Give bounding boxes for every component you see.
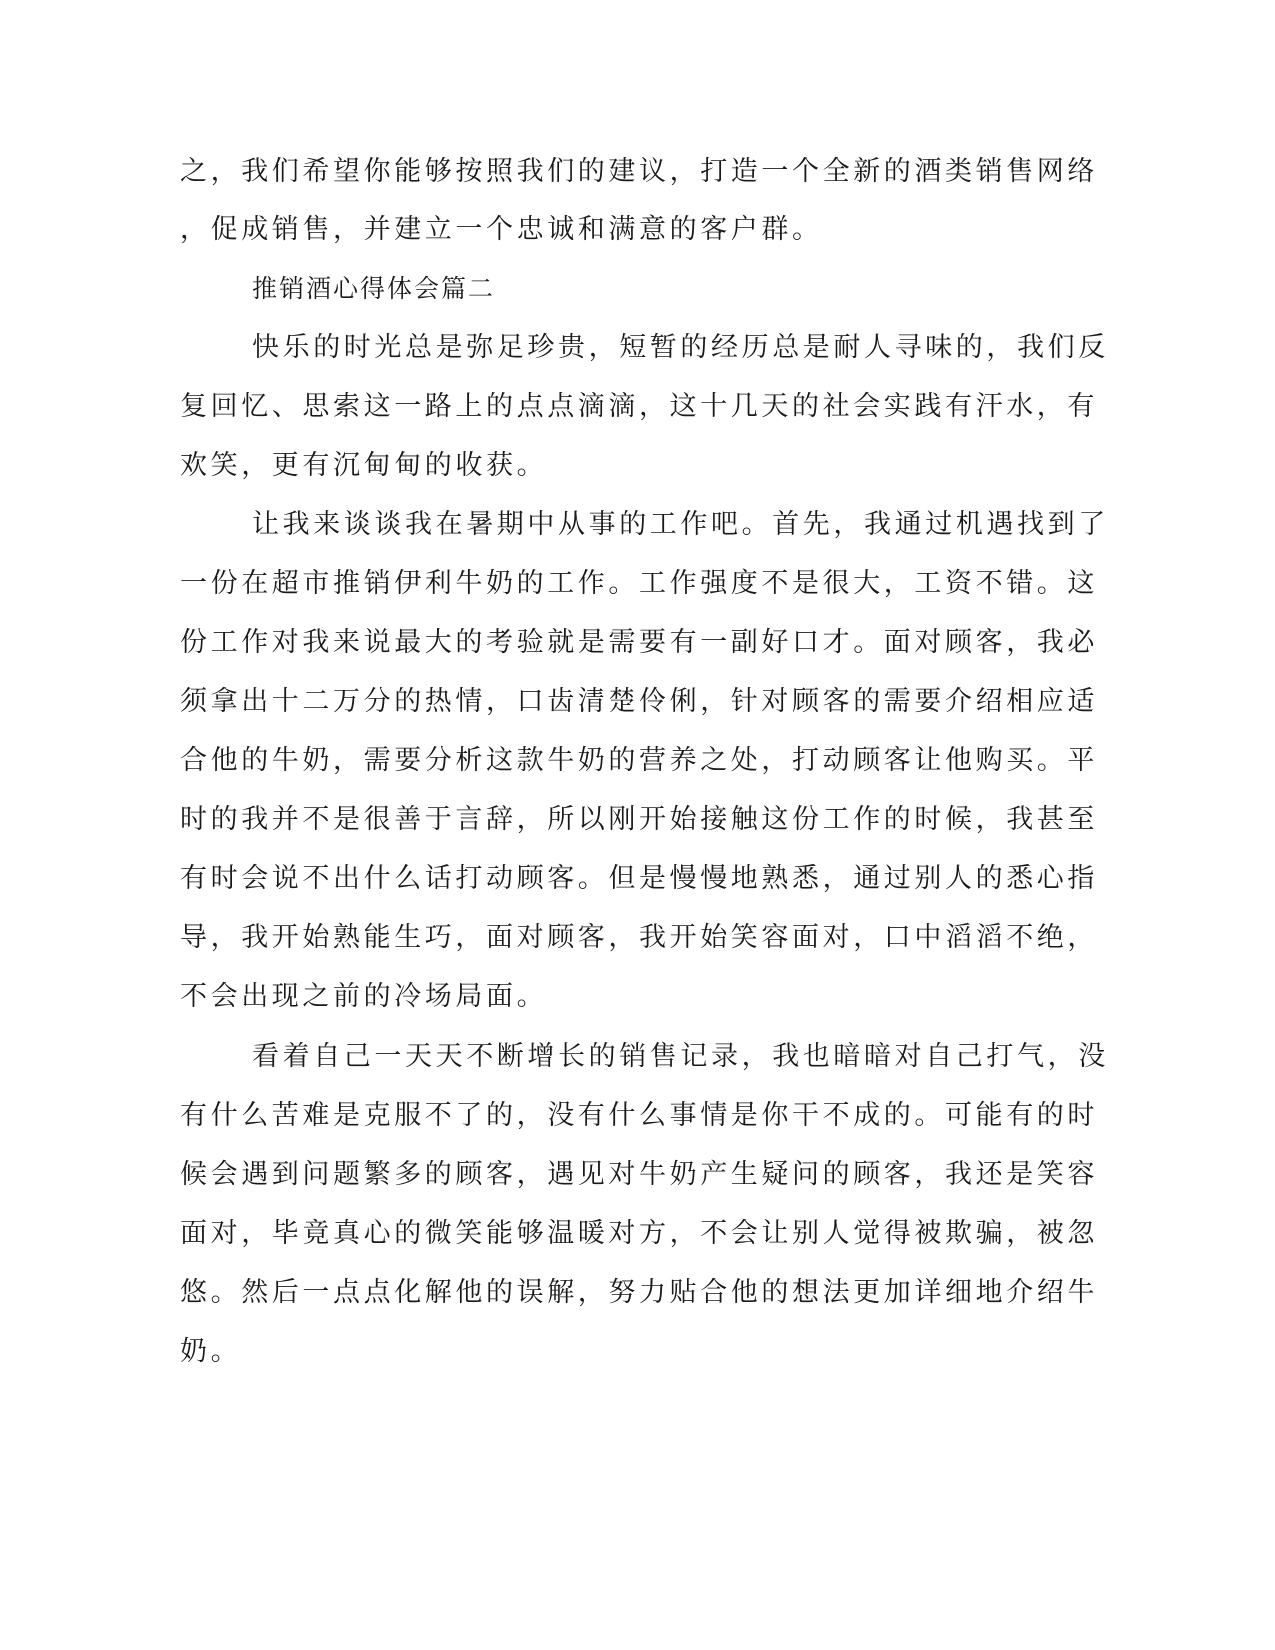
section-title: 推销酒心得体会篇二 bbox=[252, 274, 496, 303]
text-line: 奶。 bbox=[180, 1336, 242, 1367]
text-line: 有时会说不出什么话打动顾客。但是慢慢地熟悉，通过别人的悉心指 bbox=[180, 863, 1098, 894]
text-line: 之，我们希望你能够按照我们的建议，打造一个全新的酒类销售网络 bbox=[180, 156, 1098, 187]
text-line: ，促成销售，并建立一个忠诚和满意的客户群。 bbox=[180, 214, 823, 245]
text-line: 时的我并不是很善于言辞，所以刚开始接触这份工作的时候，我甚至 bbox=[180, 804, 1098, 835]
text-line: 一份在超市推销伊利牛奶的工作。工作强度不是很大，工资不错。这 bbox=[180, 568, 1098, 599]
text-line: 不会出现之前的冷场局面。 bbox=[180, 981, 548, 1012]
text-line: 有什么苦难是克服不了的，没有什么事情是你干不成的。可能有的时 bbox=[180, 1100, 1098, 1131]
text-line: 复回忆、思索这一路上的点点滴滴，这十几天的社会实践有汗水，有 bbox=[180, 391, 1098, 422]
text-line: 欢笑，更有沉甸甸的收获。 bbox=[180, 450, 548, 481]
text-line: 份工作对我来说最大的考验就是需要有一副好口才。面对顾客，我必 bbox=[180, 627, 1098, 658]
paragraph-first-line: 看着自己一天天不断增长的销售记录，我也暗暗对自己打气，没 bbox=[252, 1041, 1109, 1072]
paragraph-first-line: 让我来谈谈我在暑期中从事的工作吧。首先，我通过机遇找到了 bbox=[252, 509, 1109, 540]
text-line: 导，我开始熟能生巧，面对顾客，我开始笑容面对，口中滔滔不绝， bbox=[180, 922, 1098, 953]
paragraph-first-line: 快乐的时光总是弥足珍贵，短暂的经历总是耐人寻味的，我们反 bbox=[252, 332, 1109, 363]
text-line: 悠。然后一点点化解他的误解，努力贴合他的想法更加详细地介绍牛 bbox=[180, 1277, 1098, 1308]
text-line: 面对，毕竟真心的微笑能够温暖对方，不会让别人觉得被欺骗，被忽 bbox=[180, 1218, 1098, 1249]
text-line: 候会遇到问题繁多的顾客，遇见对牛奶产生疑问的顾客，我还是笑容 bbox=[180, 1159, 1098, 1190]
text-line: 合他的牛奶，需要分析这款牛奶的营养之处，打动顾客让他购买。平 bbox=[180, 745, 1098, 776]
text-line: 须拿出十二万分的热情，口齿清楚伶俐，针对顾客的需要介绍相应适 bbox=[180, 686, 1098, 717]
